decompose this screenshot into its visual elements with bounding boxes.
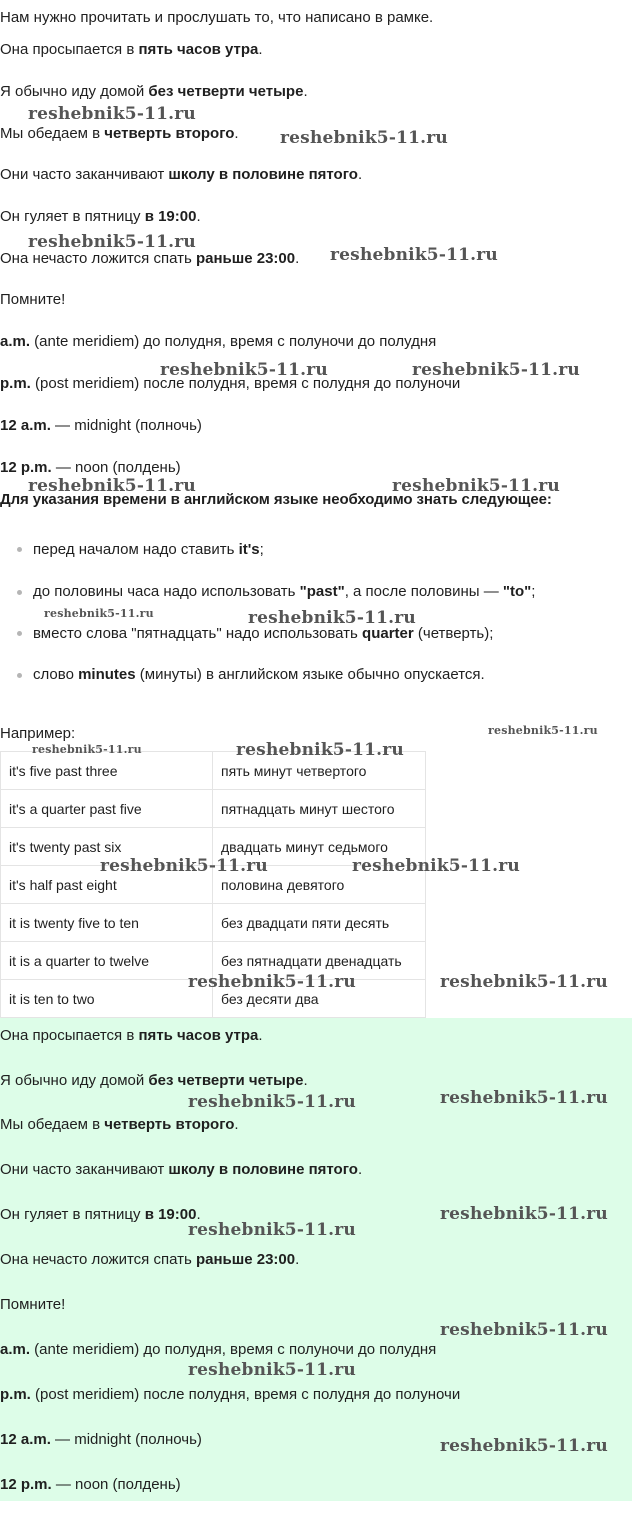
example-label: Например: [0, 725, 76, 742]
sentence-5: Он гуляет в пятницу в 19:00. [0, 208, 201, 225]
list-item: слово minutes (минуты) в английском языке обычно опускается. [33, 666, 485, 683]
watermark: reshebnik5-11.ru [440, 1204, 608, 1224]
list-item: до половины часа надо использовать "past", а после половины — "to"; [33, 583, 536, 600]
sentence-2: Я обычно иду домой без четверти четыре. [0, 83, 308, 100]
watermark: reshebnik5-11.ru [188, 1220, 356, 1240]
bullet-dot [17, 631, 22, 636]
table-cell-russian: пятнадцать минут шестого [213, 790, 426, 828]
watermark: reshebnik5-11.ru [188, 1360, 356, 1380]
watermark: reshebnik5-11.ru [28, 476, 196, 496]
remember-heading: Помните! [0, 291, 66, 308]
watermark: reshebnik5-11.ru [440, 1088, 608, 1108]
answer-note-am: a.m. (ante meridiem) до полудня, время с полуночи до полудня [0, 1341, 437, 1358]
table-cell-english: it's half past eight [1, 866, 213, 904]
watermark: reshebnik5-11.ru [100, 856, 268, 876]
answer-sentence-6: Она нечасто ложится спать раньше 23:00. [0, 1251, 300, 1268]
answer-note-pm: p.m. (post meridiem) после полудня, время с полудня до полуночи [0, 1386, 461, 1403]
table-cell-english: it's twenty past six [1, 828, 213, 866]
list-item: перед началом надо ставить it's; [33, 541, 264, 558]
watermark: reshebnik5-11.ru [352, 856, 520, 876]
watermark: reshebnik5-11.ru [32, 743, 142, 756]
sentence-6: Она нечасто ложится спать раньше 23:00. [0, 250, 300, 267]
watermark: reshebnik5-11.ru [440, 1436, 608, 1456]
bullet-dot [17, 547, 22, 552]
watermark: reshebnik5-11.ru [188, 1092, 356, 1112]
table-cell-english: it is ten to two [1, 980, 213, 1018]
sentence-4: Они часто заканчивают школу в половине пятого. [0, 166, 363, 183]
sentence-1: Она просыпается в пять часов утра. [0, 41, 263, 58]
watermark: reshebnik5-11.ru [44, 607, 154, 620]
table-cell-english: it's a quarter past five [1, 790, 213, 828]
watermark: reshebnik5-11.ru [330, 245, 498, 265]
watermark: reshebnik5-11.ru [440, 972, 608, 992]
watermark: reshebnik5-11.ru [248, 608, 416, 628]
table-row [1, 790, 426, 828]
table-cell-english: it is twenty five to ten [1, 904, 213, 942]
table-cell-russian: без двадцати пяти десять [213, 904, 426, 942]
answer-sentence-3: Мы обедаем в четверть второго. [0, 1116, 239, 1133]
watermark: reshebnik5-11.ru [28, 104, 196, 124]
watermark: reshebnik5-11.ru [236, 740, 404, 760]
answer-remember: Помните! [0, 1296, 66, 1313]
intro-text: Нам нужно прочитать и прослушать то, что написано в рамке. [0, 9, 434, 26]
table-cell-english: it is a quarter to twelve [1, 942, 213, 980]
watermark: reshebnik5-11.ru [392, 476, 560, 496]
bullet-dot [17, 673, 22, 678]
answer-sentence-5: Он гуляет в пятницу в 19:00. [0, 1206, 201, 1223]
table-cell-russian: половина девятого [213, 866, 426, 904]
watermark: reshebnik5-11.ru [412, 360, 580, 380]
table-cell-russian: двадцать минут седьмого [213, 828, 426, 866]
watermark: reshebnik5-11.ru [280, 128, 448, 148]
sentence-3: Мы обедаем в четверть второго. [0, 125, 239, 142]
note-am: a.m. (ante meridiem) до полудня, время с полуночи до полудня [0, 333, 437, 350]
answer-note-12am: 12 a.m. — midnight (полночь) [0, 1431, 202, 1448]
answer-sentence-2: Я обычно иду домой без четверти четыре. [0, 1072, 308, 1089]
note-12pm: 12 p.m. — noon (полдень) [0, 459, 181, 476]
table-cell-english: it's five past three [1, 752, 213, 790]
watermark: reshebnik5-11.ru [28, 232, 196, 252]
table-cell-russian: без пятнадцати двенадцать [213, 942, 426, 980]
watermark: reshebnik5-11.ru [160, 360, 328, 380]
list-item: вместо слова "пятнадцать" надо использовать quarter (четверть); [33, 625, 494, 642]
answer-sentence-4: Они часто заканчивают школу в половине пятого. [0, 1161, 363, 1178]
watermark: reshebnik5-11.ru [188, 972, 356, 992]
bullet-dot [17, 590, 22, 595]
rules-heading: Для указания времени в английском языке необходимо знать следующее: [0, 491, 552, 508]
note-12am: 12 a.m. — midnight (полночь) [0, 417, 202, 434]
answer-note-12pm: 12 p.m. — noon (полдень) [0, 1476, 181, 1493]
note-pm: p.m. (post meridiem) после полудня, время с полудня до полуночи [0, 375, 461, 392]
table-cell-russian: пять минут четвертого [213, 752, 426, 790]
table-cell-russian: без десяти два [213, 980, 426, 1018]
watermark: reshebnik5-11.ru [440, 1320, 608, 1340]
answer-sentence-1: Она просыпается в пять часов утра. [0, 1027, 263, 1044]
table-row [1, 904, 426, 942]
watermark: reshebnik5-11.ru [488, 724, 598, 737]
